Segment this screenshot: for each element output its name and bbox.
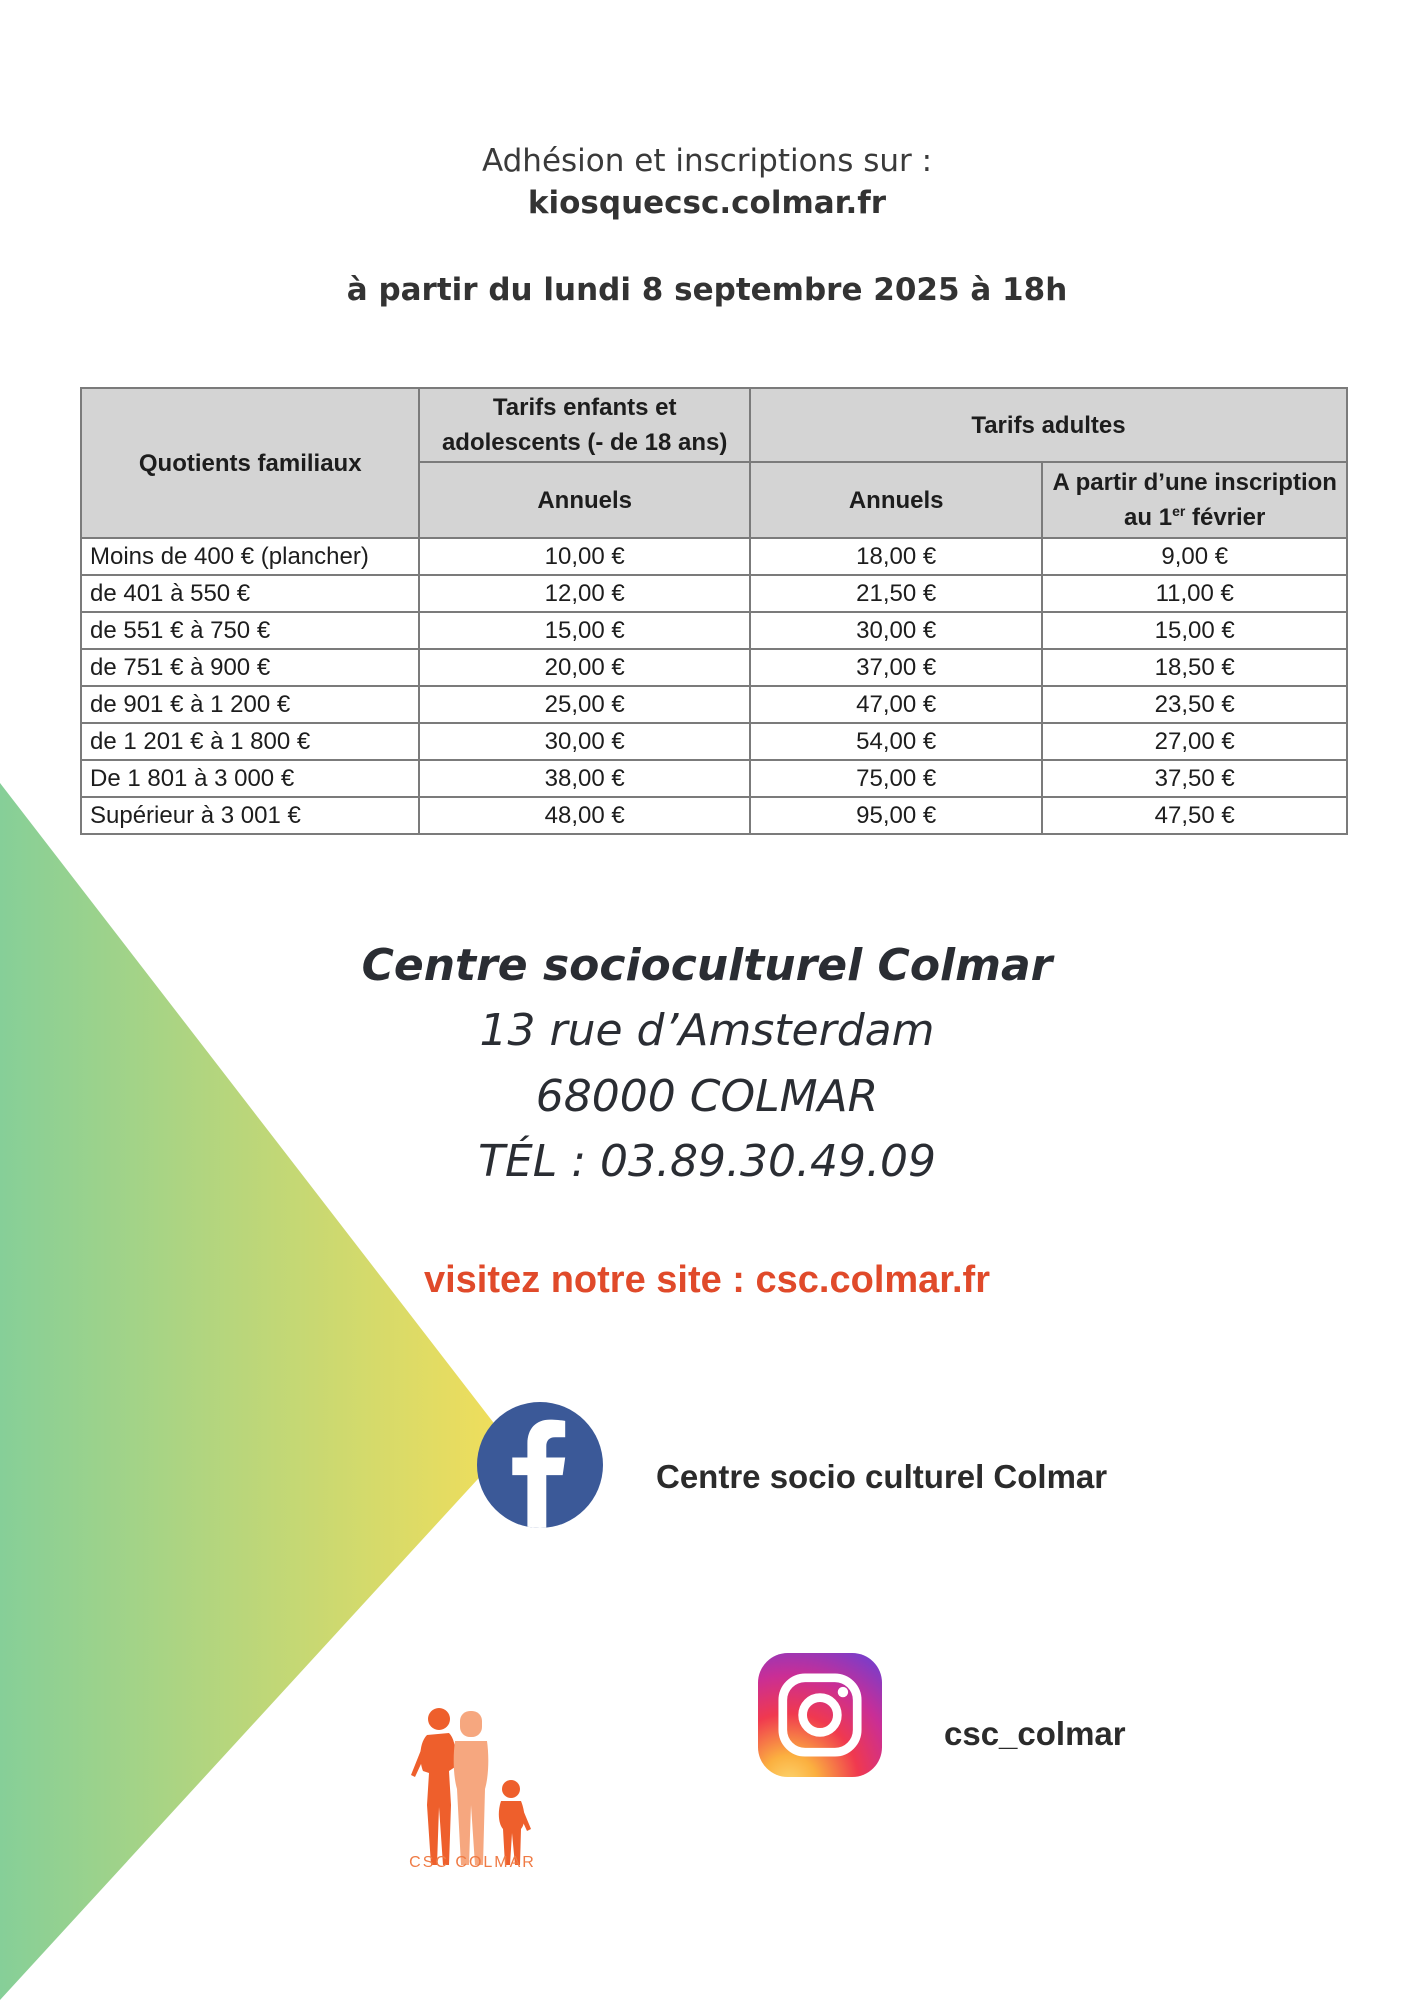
facebook-label[interactable]: Centre socio culturel Colmar	[656, 1458, 1108, 1495]
adult-annual-cell: 54,00 €	[750, 723, 1043, 760]
child-annual-cell: 12,00 €	[419, 575, 750, 612]
child-annual-cell: 30,00 €	[419, 723, 750, 760]
table-row	[81, 723, 1347, 760]
table-row	[81, 612, 1347, 649]
adult-february-cell: 27,00 €	[1042, 723, 1347, 760]
table-row	[81, 760, 1347, 797]
adult-annual-cell: 75,00 €	[750, 760, 1043, 797]
adult-february-cell: 18,50 €	[1042, 649, 1347, 686]
csc-logo	[405, 1705, 540, 1875]
table-row	[81, 649, 1347, 686]
header-adult-tarifs: Tarifs adultes	[750, 388, 1347, 462]
adult-february-cell: 23,50 €	[1042, 686, 1347, 723]
child-annual-cell: 15,00 €	[419, 612, 750, 649]
logo-text: CSC COLMAR	[409, 1854, 536, 1871]
instagram-label[interactable]: csc_colmar	[944, 1715, 1126, 1752]
quotient-cell: de 1 201 € à 1 800 €	[81, 723, 419, 760]
registration-site-link[interactable]: kiosquecsc.colmar.fr	[527, 185, 887, 221]
adult-february-cell: 47,50 €	[1042, 797, 1347, 834]
table-row	[81, 575, 1347, 612]
quotient-cell: Supérieur à 3 001 €	[81, 797, 419, 834]
child-annual-cell: 38,00 €	[419, 760, 750, 797]
quotient-cell: de 901 € à 1 200 €	[81, 686, 419, 723]
child-annual-cell: 25,00 €	[419, 686, 750, 723]
instagram-icon[interactable]	[758, 1653, 882, 1777]
adult-annual-cell: 21,50 €	[750, 575, 1043, 612]
table-row	[81, 538, 1347, 575]
center-street: 13 rue d’Amsterdam	[479, 1005, 935, 1056]
adult-february-cell: 9,00 €	[1042, 538, 1347, 575]
header-children-annual: Annuels	[419, 462, 750, 538]
table-row	[81, 797, 1347, 834]
adult-annual-cell: 37,00 €	[750, 649, 1043, 686]
table-row	[81, 686, 1347, 723]
quotient-cell: de 551 € à 750 €	[81, 612, 419, 649]
quotient-cell: De 1 801 à 3 000 €	[81, 760, 419, 797]
adult-february-cell: 37,50 €	[1042, 760, 1347, 797]
header-adults-february: A partir d’une inscription au 1er février	[1042, 462, 1347, 538]
adult-february-cell: 11,00 €	[1042, 575, 1347, 612]
registration-label: Adhésion et inscriptions sur :	[481, 143, 933, 179]
quotient-cell: de 401 à 550 €	[81, 575, 419, 612]
adult-annual-cell: 47,00 €	[750, 686, 1043, 723]
tarifs-table	[80, 387, 1348, 835]
quotient-cell: de 751 € à 900 €	[81, 649, 419, 686]
center-city: 68000 COLMAR	[535, 1071, 879, 1122]
child-annual-cell: 10,00 €	[419, 538, 750, 575]
child-annual-cell: 20,00 €	[419, 649, 750, 686]
website-link[interactable]: visitez notre site : csc.colmar.fr	[423, 1259, 990, 1301]
center-name: Centre socioculturel Colmar	[361, 940, 1053, 991]
adult-annual-cell: 95,00 €	[750, 797, 1043, 834]
registration-date: à partir du lundi 8 septembre 2025 à 18h	[346, 272, 1068, 308]
facebook-icon[interactable]	[477, 1402, 603, 1528]
adult-annual-cell: 18,00 €	[750, 538, 1043, 575]
header-children-tarifs: Tarifs enfants et adolescents (- de 18 ans)	[419, 388, 750, 462]
adult-february-cell: 15,00 €	[1042, 612, 1347, 649]
adult-annual-cell: 30,00 €	[750, 612, 1043, 649]
header-adults-annual: Annuels	[750, 462, 1043, 538]
header-quotients: Quotients familiaux	[81, 388, 419, 538]
center-phone: TÉL : 03.89.30.49.09	[478, 1136, 936, 1187]
child-annual-cell: 48,00 €	[419, 797, 750, 834]
quotient-cell: Moins de 400 € (plancher)	[81, 538, 419, 575]
